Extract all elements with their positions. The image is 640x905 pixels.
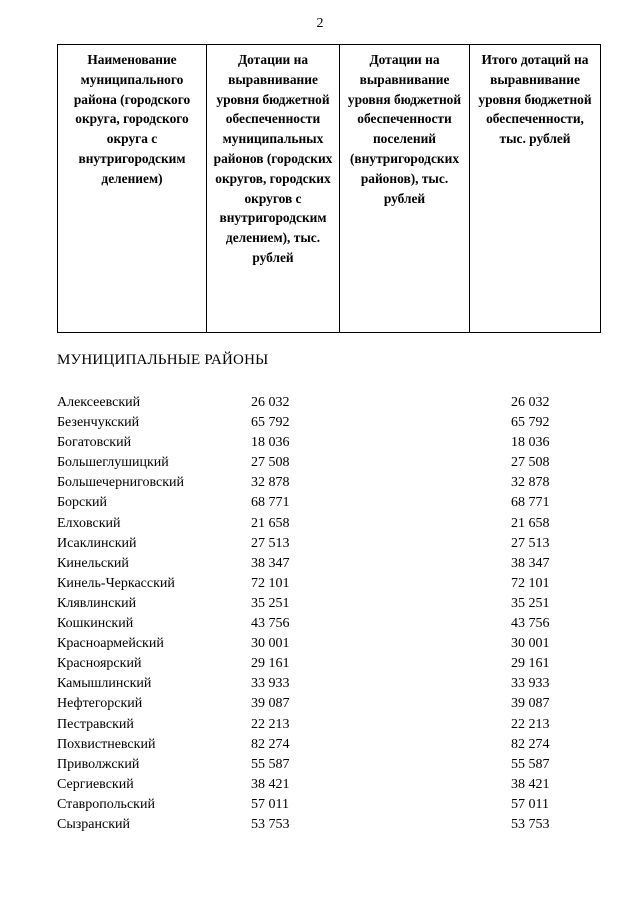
total-subsidy-value: 30 001: [511, 636, 550, 652]
total-subsidy-value: 35 251: [511, 595, 550, 611]
district-subsidy-value: 26 032: [251, 395, 290, 410]
district-subsidy-value: 72 101: [251, 575, 290, 591]
district-name: Похвистневский: [57, 736, 156, 752]
total-subsidy-value: 68 771: [511, 495, 550, 511]
district-subsidy-value: 82 274: [251, 736, 290, 752]
district-name: Кинель-Черкасский: [57, 575, 175, 591]
total-subsidy-value: 39 087: [511, 696, 550, 712]
total-subsidy-value: 53 753: [511, 816, 550, 832]
total-subsidy-value: 72 101: [511, 575, 550, 591]
total-subsidy-value: 21 658: [511, 515, 550, 531]
total-subsidy-value: 27 508: [511, 455, 550, 471]
district-subsidy-value: 32 878: [251, 475, 290, 491]
district-name: Нефтегорский: [57, 696, 143, 712]
district-subsidy-value: 27 513: [251, 535, 290, 551]
district-subsidy-value: 43 756: [251, 616, 290, 632]
district-name: Сызранский: [57, 816, 130, 832]
table-row: [57, 614, 600, 634]
district-subsidy-value: 57 011: [251, 796, 289, 812]
district-name: Приволжский: [57, 756, 140, 772]
total-subsidy-value: 27 513: [511, 535, 550, 551]
district-name: Клявлинский: [57, 595, 137, 611]
table-row: [57, 393, 600, 413]
district-name: Елховский: [57, 515, 121, 531]
table-row: [57, 413, 600, 433]
table-body: [57, 393, 600, 835]
section-title: МУНИЦИПАЛЬНЫЕ РАЙОНЫ: [57, 352, 269, 368]
district-name: Борский: [57, 495, 108, 511]
column-header-name: Наименование муниципального района (городского округа, городского округа с внутригородским делением): [58, 45, 207, 333]
column-header-settlements-subsidy: Дотации на выравнивание уровня бюджетной обеспеченности поселений (внутригородских районов), тыс. рублей: [340, 45, 470, 333]
table-header: [57, 44, 601, 333]
table-row: [57, 634, 600, 654]
table-row: [57, 755, 600, 775]
district-name: Камышлинский: [57, 676, 152, 692]
total-subsidy-value: 18 036: [511, 435, 550, 451]
district-subsidy-value: 38 347: [251, 555, 290, 571]
table-row: [57, 473, 600, 493]
total-subsidy-value: 32 878: [511, 475, 550, 491]
total-subsidy-value: 57 011: [511, 796, 549, 812]
table-row: [57, 574, 600, 594]
district-subsidy-value: 68 771: [251, 495, 290, 511]
district-name: Красноармейский: [57, 636, 164, 652]
total-subsidy-value: 26 032: [511, 395, 550, 410]
table-row: [57, 554, 600, 574]
district-name: Пестравский: [57, 716, 134, 732]
table-row: [57, 775, 600, 795]
district-subsidy-value: 53 753: [251, 816, 290, 832]
district-name: Алексеевский: [57, 395, 141, 410]
district-subsidy-value: 18 036: [251, 435, 290, 451]
district-name: Большечерниговский: [57, 475, 185, 491]
table-row: [57, 453, 600, 473]
district-name: Сергиевский: [57, 776, 134, 792]
district-subsidy-value: 22 213: [251, 716, 290, 732]
district-subsidy-value: 38 421: [251, 776, 290, 792]
district-name: Красноярский: [57, 656, 142, 672]
total-subsidy-value: 55 587: [511, 756, 550, 772]
district-subsidy-value: 30 001: [251, 636, 290, 652]
total-subsidy-value: 29 161: [511, 656, 550, 672]
district-name: Кошкинский: [57, 616, 134, 632]
table-row: [57, 433, 600, 453]
table-row: [57, 674, 600, 694]
district-name: Кинельский: [57, 555, 129, 571]
table-row: [57, 815, 600, 835]
table-row: [57, 795, 600, 815]
page-number: 2: [316, 16, 324, 31]
total-subsidy-value: 38 421: [511, 776, 550, 792]
total-subsidy-value: 22 213: [511, 716, 550, 732]
table-row: [57, 514, 600, 534]
column-header-districts-subsidy: Дотации на выравнивание уровня бюджетной обеспеченности муниципальных районов (городских округов, городских округов с внутригородским делением), тыс. рублей: [207, 45, 340, 333]
table-row: [57, 694, 600, 714]
total-subsidy-value: 43 756: [511, 616, 550, 632]
column-header-total: Итого дотаций на выравнивание уровня бюджетной обеспеченности, тыс. рублей: [470, 45, 601, 333]
district-name: Большеглушицкий: [57, 455, 169, 471]
total-subsidy-value: 33 933: [511, 676, 550, 692]
table-row: [57, 534, 600, 554]
district-subsidy-value: 29 161: [251, 656, 290, 672]
total-subsidy-value: 65 792: [511, 415, 550, 431]
district-name: Богатовский: [57, 435, 132, 451]
district-subsidy-value: 39 087: [251, 696, 290, 712]
district-subsidy-value: 27 508: [251, 455, 290, 471]
district-subsidy-value: 21 658: [251, 515, 290, 531]
total-subsidy-value: 82 274: [511, 736, 550, 752]
district-subsidy-value: 65 792: [251, 415, 290, 431]
table-row: [57, 654, 600, 674]
district-subsidy-value: 35 251: [251, 595, 290, 611]
table-row: [57, 735, 600, 755]
table-row: [57, 493, 600, 513]
district-subsidy-value: 33 933: [251, 676, 290, 692]
table-row: [57, 594, 600, 614]
total-subsidy-value: 38 347: [511, 555, 550, 571]
district-name: Исаклинский: [57, 535, 137, 551]
district-name: Ставропольский: [57, 796, 155, 812]
table-row: [57, 715, 600, 735]
district-subsidy-value: 55 587: [251, 756, 290, 772]
district-name: Безенчукский: [57, 415, 140, 431]
